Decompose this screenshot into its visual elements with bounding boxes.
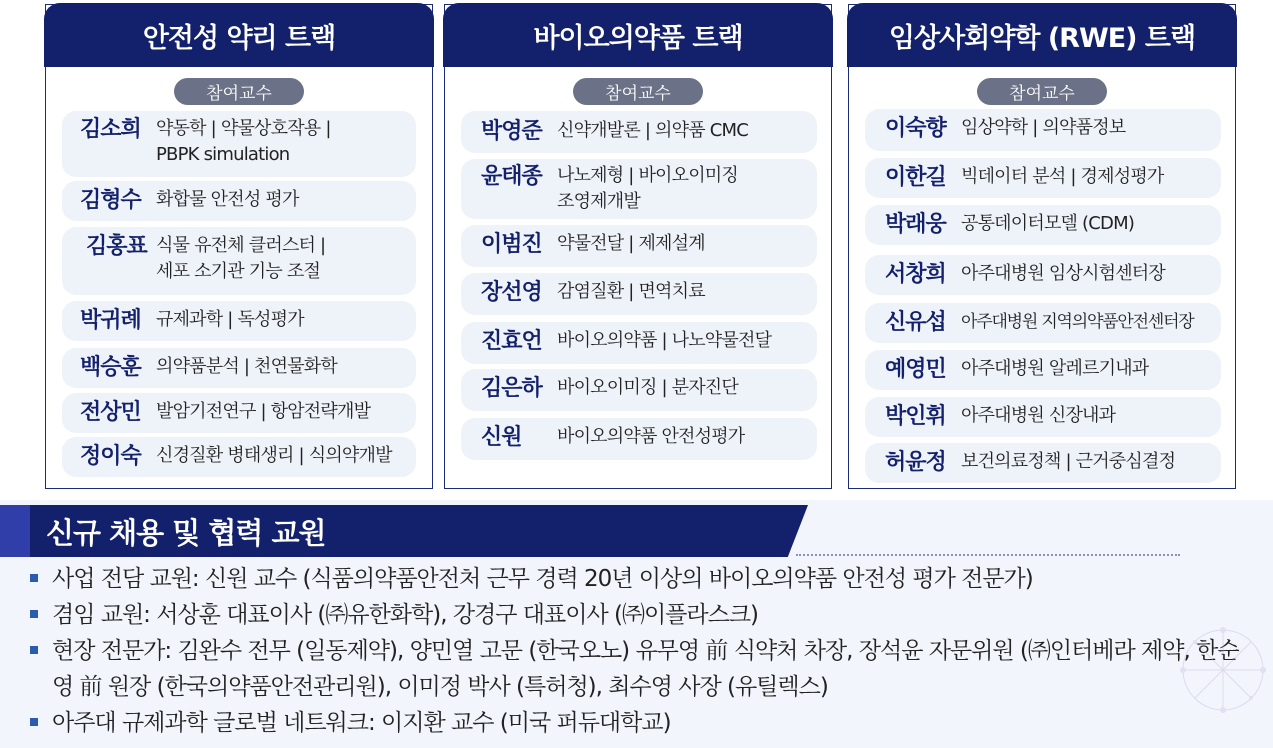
professor-specialty: 빅데이터 분석 | 경제성평가 (961, 166, 1164, 187)
professor-specialty: 아주대병원 임상시험센터장 (961, 263, 1165, 284)
track-title: 바이오의약품 트랙 (443, 3, 833, 67)
professor-card (62, 437, 416, 477)
section-title: 신규 채용 및 협력 교원 (46, 515, 326, 550)
bullet-item (28, 597, 1258, 633)
bullet-text: 현장 전문가: 김완수 전무 (일동제약), 양민열 고문 (한국오노) 유무영 前 식약처 차장, 장석윤 자문위원 (㈜인터베라 제약, 한순영 前 원장 (한국의약품안전관리원), 이미정 박사 (특허청), 최수영 사장 (유틸렉스) (52, 638, 1239, 700)
professor-card (461, 111, 817, 153)
professor-name: 이한길 (885, 165, 946, 190)
dotted-divider (796, 554, 1180, 556)
professor-specialty: 임상약학 | 의약품정보 (961, 117, 1126, 138)
professor-specialty: 감염질환 | 면역치료 (557, 281, 705, 302)
participating-faculty-badge: 참여교수 (174, 78, 304, 105)
bullet-item (28, 561, 1258, 597)
professor-name: 진효언 (481, 329, 542, 354)
professor-card (62, 393, 416, 433)
professor-name: 서창희 (885, 262, 946, 287)
square-bullet-icon (30, 574, 38, 582)
professor-name: 윤태종 (481, 164, 542, 189)
professor-specialty: 바이오의약품 안전성평가 (557, 426, 745, 447)
square-bullet-icon (30, 610, 38, 618)
professor-card (865, 109, 1221, 151)
track-panel-biopharma (444, 4, 832, 489)
professor-card (865, 443, 1221, 483)
professor-name: 박인휘 (885, 404, 946, 429)
participating-faculty-badge: 참여교수 (977, 78, 1107, 105)
professor-card (62, 181, 416, 221)
professor-specialty: 아주대병원 알레르기내과 (961, 358, 1149, 379)
track-title: 안전성 약리 트랙 (44, 3, 434, 67)
professor-card (865, 205, 1221, 245)
professor-card (62, 348, 416, 388)
professor-name: 박귀례 (80, 308, 141, 333)
professor-card (62, 301, 416, 341)
professor-name: 박래웅 (885, 212, 946, 237)
square-bullet-icon (30, 718, 38, 726)
professor-name: 이범진 (481, 232, 542, 257)
professor-name: 허윤정 (885, 450, 946, 475)
professor-name: 이숙향 (885, 116, 946, 141)
bullet-item (28, 705, 1258, 741)
professor-specialty: 신약개발론 | 의약품 CMC (557, 120, 748, 141)
professor-card (461, 418, 817, 460)
professor-specialty: 약물전달 | 제제설계 (557, 233, 705, 254)
track-panel-safety (45, 4, 433, 489)
banner-accent (0, 505, 30, 557)
bullet-text: 사업 전담 교원: 신원 교수 (식품의약품안전처 근무 경력 20년 이상의 바이오의약품 안전성 평가 전문가) (52, 566, 1033, 592)
professor-specialty: 식물 유전체 클러스터 | 세포 소기관 기능 조절 (156, 235, 326, 282)
track-panel-rwe (848, 4, 1236, 489)
professor-card (62, 111, 416, 177)
professor-specialty: 공통데이터모델 (CDM) (961, 213, 1135, 234)
bullet-text: 겸임 교원: 서상훈 대표이사 (㈜유한화학), 강경구 대표이사 (㈜이플라스크) (52, 602, 759, 628)
participating-faculty-badge: 참여교수 (573, 78, 703, 105)
professor-name: 예영민 (885, 357, 946, 382)
professor-specialty: 나노제형 | 바이오이미징 조영제개발 (557, 165, 738, 212)
professor-card (865, 350, 1221, 390)
professor-card (461, 159, 817, 219)
professor-name: 신원 (481, 425, 522, 450)
professor-card (461, 322, 817, 364)
professor-name: 김소희 (80, 117, 141, 142)
professor-specialty: 발암기전연구 | 항암전략개발 (156, 401, 371, 422)
professor-specialty: 아주대병원 신장내과 (961, 405, 1116, 426)
professor-specialty: 바이오이미징 | 분자진단 (557, 377, 738, 398)
professor-name: 백승훈 (80, 355, 141, 380)
professor-specialty: 보건의료정책 | 근거중심결정 (961, 451, 1176, 472)
square-bullet-icon (30, 646, 38, 654)
professor-name: 박영준 (481, 119, 542, 144)
track-title: 임상사회약학 (RWE) 트랙 (847, 3, 1237, 67)
professor-name: 김형수 (80, 188, 141, 213)
professor-name: 김은하 (481, 376, 542, 401)
professor-name: 장선영 (481, 280, 542, 305)
professor-name: 신유섭 (885, 310, 946, 335)
professor-card (865, 158, 1221, 198)
professor-name: 김홍표 (86, 234, 147, 259)
professor-specialty: 약동학 | 약물상호작용 | PBPK simulation (156, 118, 331, 165)
professor-specialty: 규제과학 | 독성평가 (156, 309, 304, 330)
network-decoration-icon (1143, 620, 1273, 748)
professor-specialty: 아주대병원 지역의약품안전센터장 (961, 312, 1194, 332)
bullet-list (28, 561, 1258, 741)
professor-specialty: 화합물 안전성 평가 (156, 189, 299, 210)
bullet-text: 아주대 규제과학 글로벌 네트워크: 이지환 교수 (미국 퍼듀대학교) (52, 710, 671, 736)
professor-name: 전상민 (80, 400, 141, 425)
professor-card (865, 255, 1221, 295)
professor-card (461, 225, 817, 267)
bullet-item (28, 633, 1258, 705)
professor-card (865, 397, 1221, 437)
professor-specialty: 바이오의약품 | 나노약물전달 (557, 330, 772, 351)
professor-specialty: 의약품분석 | 천연물화학 (156, 356, 337, 377)
professor-card (62, 227, 416, 295)
professor-card (461, 273, 817, 315)
professor-card (865, 303, 1221, 343)
professor-name: 정이숙 (80, 444, 141, 469)
professor-card (461, 369, 817, 411)
professor-specialty: 신경질환 병태생리 | 식의약개발 (156, 445, 392, 466)
